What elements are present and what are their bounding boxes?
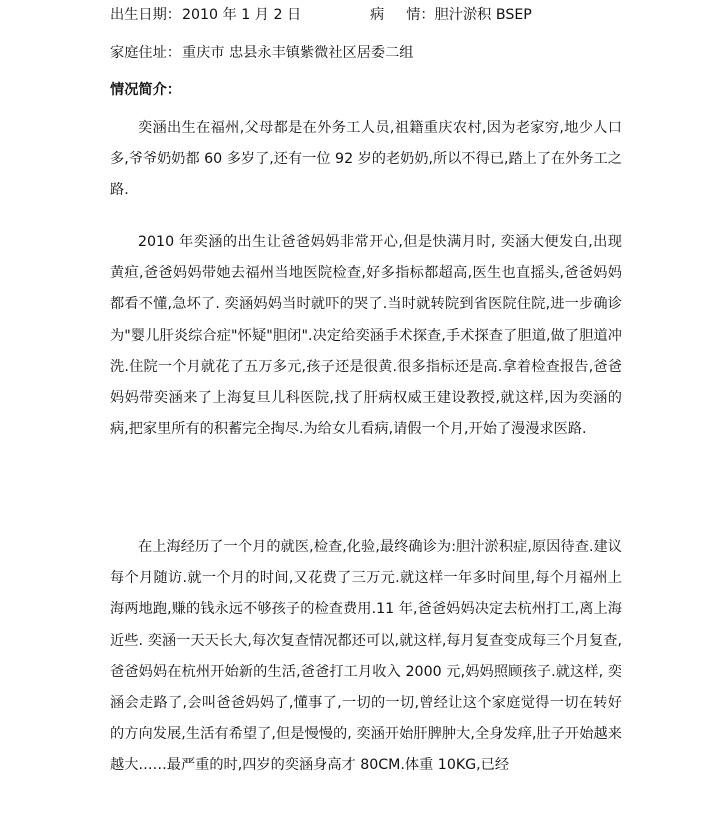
paragraph-1: 奕涵出生在福州,父母都是在外务工人员,祖籍重庆农村,因为老家穷,地少人口多,爷爷奶奶都 60 多岁了,还有一位 92 岁的老奶奶,所以不得已,踏上了在外务工之路.: [110, 120, 622, 199]
address-value: 重庆市 忠县永丰镇紫微社区居委二组: [181, 45, 414, 61]
paragraph-3: 在上海经历了一个月的就医,检查,化验,最终确诊为:胆汁淤积症,原因待查.建议每个月随访.就一个月的时间,又花费了三万元.就这样一年多时间里,每个月福州上海两地跑,赚的钱永远不够孩子的检查费用.11 年,爸爸妈妈决定去杭州打工,离上海近些. 奕涵一天天长大,每次复查情况都还可以,就这样,每月复查变成每三个月复查,爸爸妈妈在杭州开始新的生活,爸爸打工月收入 2000 元,妈妈照顾孩子.就这样, 奕涵会走路了,会叫爸爸妈妈了,懂事了,一切的一切,曾经让这个家庭觉得一切在转好的方向发展,生活有希望了,但是慢慢的, 奕涵开始肝脾肿大,全身发痒,肚子开始越来越大……最严重的时,四岁的奕涵身高才 80CM.体重 10KG,已经: [110, 539, 622, 774]
birth-date-label: 出生日期：: [110, 7, 181, 23]
disease-value: 胆汁淤积 BSEP: [434, 7, 532, 23]
disease-label-a: 病: [370, 7, 385, 23]
paragraph-2: 2010 年奕涵的出生让爸爸妈妈非常开心,但是快满月时, 奕涵大便发白,出现黄疸,爸爸妈妈带她去福州当地医院检查,好多指标都超高,医生也直摇头,爸爸妈妈都看不懂,急坏了. 奕涵妈妈当时就吓的哭了.当时就转院到省医院住院,进一步确诊为"婴儿肝炎综合症"怀疑"胆闭".决定给奕涵手术探查,手术探查了胆道,做了胆道冲洗.住院一个月就花了五万多元,孩子还是很黄.很多指标还是高.拿着检查报告,爸爸妈妈带奕涵来了上海复旦儿科医院,找了肝病权威王建设教授,就这样,因为奕涵的病,把家里所有的积蓄完全掏尽.为给女儿看病,请假一个月,开始了漫漫求医路.: [110, 234, 622, 438]
birth-date-line: [110, 5, 301, 25]
address-line: [110, 43, 413, 63]
disease-label-b: 情：: [406, 7, 435, 23]
birth-date-value: 2010 年 1 月 2 日: [181, 7, 302, 23]
address-label: 家庭住址：: [110, 45, 181, 61]
intro-heading: 情况简介：: [110, 82, 181, 98]
disease-line: [370, 5, 532, 25]
